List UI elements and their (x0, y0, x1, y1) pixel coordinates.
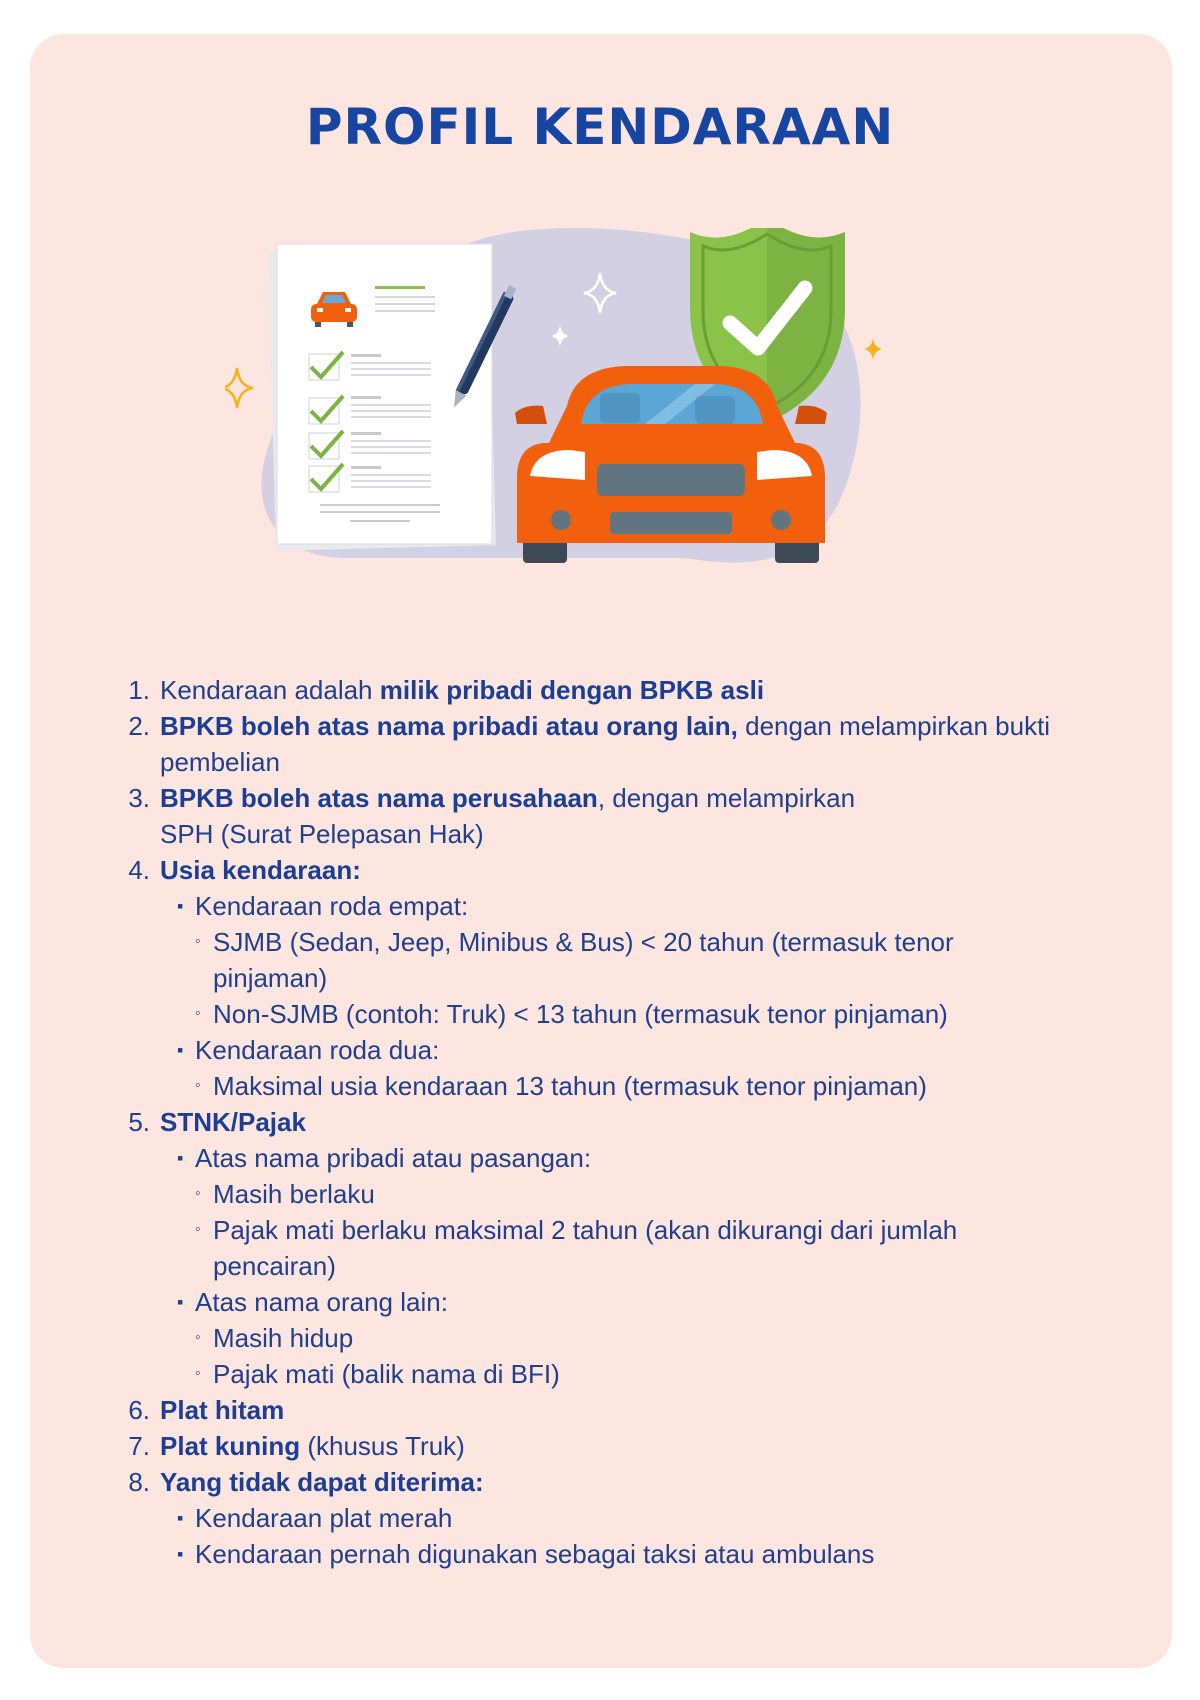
item-text: , dengan melampirkan SPH (Surat Pelepasan Hak) (160, 783, 856, 849)
list-item: 7. Plat kuning (khusus Truk) (128, 1431, 465, 1461)
list-item: 5. STNK/Pajak (128, 1107, 306, 1137)
item-emphasis: Plat kuning (160, 1431, 301, 1461)
item-emphasis: milik pribadi dengan BPKB asli (379, 675, 765, 705)
sub-sub-item: ◦ Pajak mati (balik nama di BFI) (195, 1359, 560, 1389)
item-emphasis: Yang tidak dapat diterima: (160, 1467, 484, 1497)
sub-item: ▪ Atas nama orang lain: (177, 1287, 448, 1317)
item-emphasis: BPKB boleh atas nama perusahaan (160, 783, 598, 813)
item-text: Kendaraan adalah (160, 675, 380, 705)
sub-sub-item: ◦ Maksimal usia kendaraan 13 tahun (termasuk tenor pinjaman) (195, 1071, 927, 1101)
page-title: PROFIL KENDARAAN (305, 98, 895, 156)
sub-sub-item: ◦ Pajak mati berlaku maksimal 2 tahun (akan dikurangi dari jumlah pencairan) (195, 1215, 958, 1281)
sparkle-icon (864, 338, 882, 360)
list-item: 8. Yang tidak dapat diterima: (128, 1467, 484, 1497)
item-emphasis: Usia kendaraan: (160, 855, 361, 885)
sub-sub-item: ◦ Masih hidup (195, 1323, 354, 1353)
requirement-list (110, 672, 1110, 1572)
sub-sub-item: ◦ SJMB (Sedan, Jeep, Minibus & Bus) < 20 tahun (termasuk tenor pinjaman) (195, 927, 954, 993)
sub-item: ▪ Kendaraan roda empat: (177, 891, 469, 921)
item-emphasis: Plat hitam (160, 1395, 285, 1425)
vehicle-illustration (225, 228, 965, 628)
sub-item: ▪ Kendaraan plat merah (177, 1503, 453, 1533)
item-text: dengan melampirkan bukti pembelian (160, 711, 1051, 777)
sub-item: ▪ Kendaraan roda dua: (177, 1035, 440, 1065)
sub-sub-item: ◦ Masih berlaku (195, 1179, 375, 1209)
list-item: 4. Usia kendaraan: (128, 855, 361, 885)
list-item: 3. BPKB boleh atas nama perusahaan, dengan melampirkan SPH (Surat Pelepasan Hak) (128, 783, 856, 849)
list-item: 2. BPKB boleh atas nama pribadi atau orang lain, dengan melampirkan bukti pembelian (128, 711, 1051, 777)
item-emphasis: BPKB boleh atas nama pribadi atau orang lain, (160, 711, 738, 741)
item-text: (khusus Truk) (300, 1431, 465, 1461)
list-item: 1. Kendaraan adalah milik pribadi dengan BPKB asli (128, 675, 765, 705)
item-emphasis: STNK/Pajak (160, 1107, 306, 1137)
sub-item: ▪ Kendaraan pernah digunakan sebagai taksi atau ambulans (177, 1539, 875, 1569)
sub-item: ▪ Atas nama pribadi atau pasangan: (177, 1143, 592, 1173)
sparkle-icon (225, 368, 253, 408)
sub-sub-item: ◦ Non-SJMB (contoh: Truk) < 13 tahun (termasuk tenor pinjaman) (195, 999, 948, 1029)
list-item: 6. Plat hitam (128, 1395, 285, 1425)
